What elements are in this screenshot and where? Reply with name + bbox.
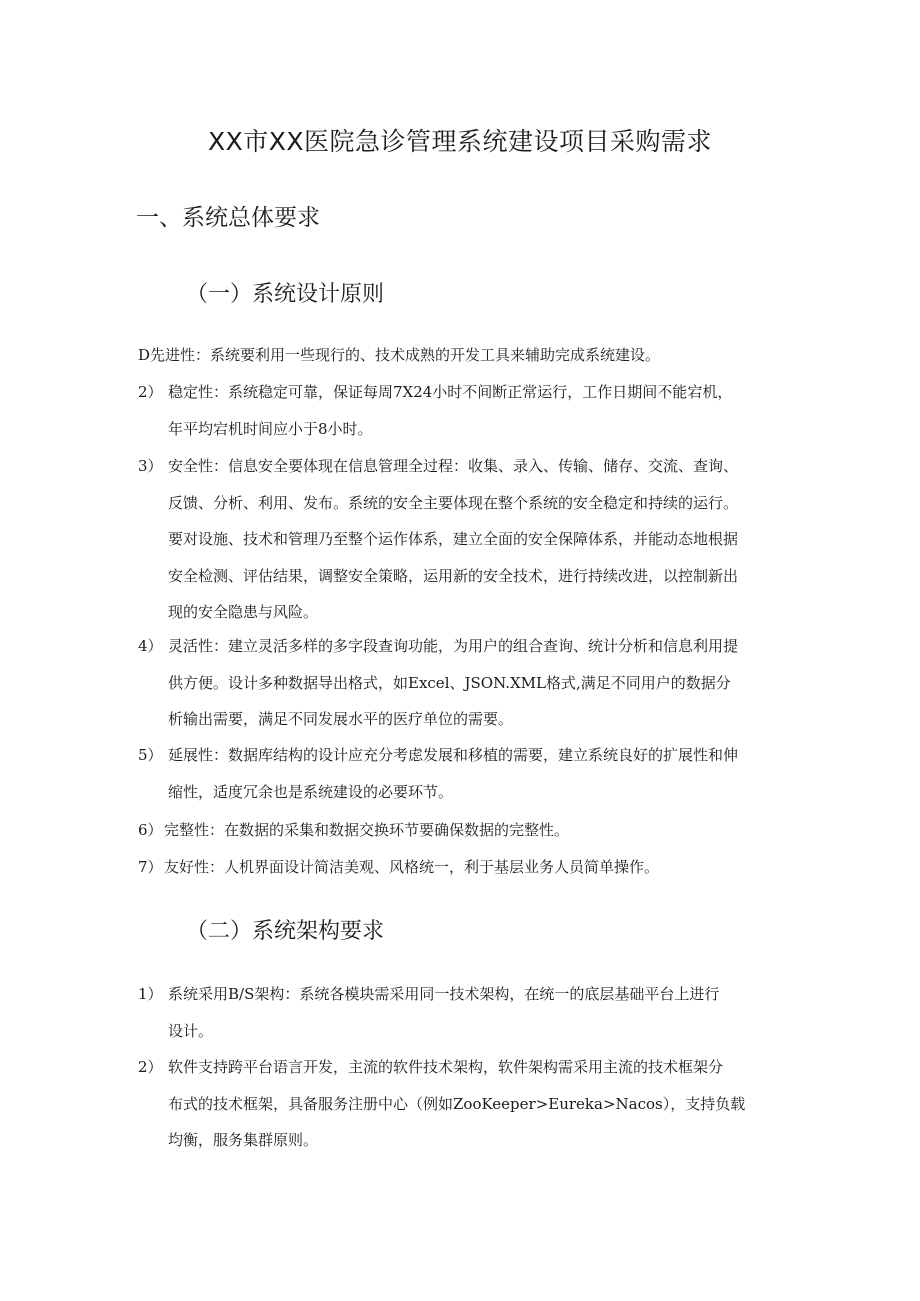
- principle-3-text-5: 现的安全隐患与风险。: [168, 603, 319, 621]
- architecture-2-marker: 2）: [138, 1058, 163, 1076]
- document-title: XX市XX医院急诊管理系统建设项目采购需求: [207, 127, 712, 156]
- principle-6-text: 完整性：在数据的采集和数据交换环节要确保数据的完整性。: [164, 821, 570, 839]
- principle-3-text-4: 安全检测、评估结果，调整安全策略，运用新的安全技术，进行持续改进，以控制新出: [168, 566, 739, 585]
- principle-1-text: 先进性：系统要利用一些现行的、技术成熟的开发工具来辅助完成系统建设。: [150, 346, 661, 364]
- principle-4-text-3: 析输出需要，满足不同发展水平的医疗单位的需要。: [168, 710, 514, 728]
- principle-item-2: [138, 374, 732, 447]
- principle-5-text-2: 缩性，适度冗余也是系统建设的必要环节。: [168, 782, 454, 801]
- architecture-1-text-1: 系统采用B/S架构：系统各模块需采用同一技术架构，在统一的底层基础平台上进行: [168, 985, 720, 1003]
- principle-3-text-1: 安全性：信息安全要体现在信息管理全过程：收集、录入、传输、储存、交流、查询、: [168, 457, 739, 475]
- principle-4-text-1: 灵活性：建立灵活多样的多字段查询功能，为用户的组合查询、统计分析和信息利用提: [168, 637, 739, 655]
- principle-1-line-1: [138, 337, 660, 374]
- principle-4-marker: 4）: [138, 637, 163, 655]
- principle-5-marker: 5）: [138, 746, 163, 764]
- architecture-item-2: [138, 1049, 745, 1159]
- architecture-2-text-3: 均衡，服务集群原则。: [168, 1131, 319, 1149]
- principle-3-line-1: [138, 448, 738, 485]
- principle-item-1: [138, 337, 660, 374]
- principle-1-marker: D: [138, 346, 151, 364]
- principle-item-3: [138, 448, 738, 631]
- principle-item-4: [138, 628, 738, 738]
- principle-6-line-1: [138, 812, 569, 849]
- principle-2-marker: 2）: [138, 383, 163, 401]
- section-heading-overall-requirements: 一、系统总体要求: [136, 205, 320, 231]
- principle-4-line-1: [138, 628, 738, 665]
- principle-5-text-1: 延展性：数据库结构的设计应充分考虑发展和移植的需要，建立系统良好的扩展性和伸: [168, 746, 739, 764]
- architecture-2-line-1: [138, 1049, 745, 1086]
- principle-5-line-1: [138, 737, 738, 774]
- architecture-2-text-1: 软件支持跨平台语言开发，主流的软件技术架构，软件架构需采用主流的技术框架分: [168, 1058, 724, 1076]
- architecture-1-line-1: [138, 976, 719, 1013]
- principle-2-text-2: 年平均宕机时间应小于8小时。: [168, 419, 373, 438]
- principle-6-marker: 6）: [138, 821, 163, 839]
- architecture-item-1: [138, 976, 719, 1049]
- principle-item-5: [138, 737, 738, 810]
- principle-2-line-1: [138, 374, 732, 411]
- principle-7-text: 友好性：人机界面设计简洁美观、风格统一，利于基层业务人员简单操作。: [164, 858, 660, 876]
- subsection-heading-architecture-requirements: （二）系统架构要求: [186, 919, 385, 944]
- principle-3-text-2: 反馈、分析、利用、发布。系统的安全主要体现在整个系统的安全稳定和持续的运行。: [168, 493, 739, 512]
- principle-7-marker: 7）: [138, 858, 163, 876]
- principle-7-line-1: [138, 849, 659, 886]
- architecture-1-marker: 1）: [138, 985, 163, 1003]
- principle-item-7: [138, 849, 659, 886]
- principle-3-text-3: 要对设施、技术和管理乃至整个运作体系，建立全面的安全保障体系，并能动态地根据: [168, 530, 739, 548]
- subsection-heading-design-principles: （一）系统设计原则: [186, 282, 385, 307]
- principle-4-text-2: 供方便。设计多种数据导出格式，如Excel、JSON.XML格式,满足不同用户的数据分: [168, 673, 731, 692]
- architecture-2-text-2: 布式的技术框架，具备服务注册中心（例如ZooKeeper>Eureka>Nacos），支持负载: [168, 1094, 746, 1113]
- principle-item-6: [138, 812, 569, 849]
- architecture-1-text-2: 设计。: [168, 1021, 214, 1040]
- principle-2-text-1: 稳定性：系统稳定可靠，保证每周7X24小时不间断正常运行，工作日期间不能宕机，: [168, 383, 733, 401]
- principle-3-marker: 3）: [138, 457, 163, 475]
